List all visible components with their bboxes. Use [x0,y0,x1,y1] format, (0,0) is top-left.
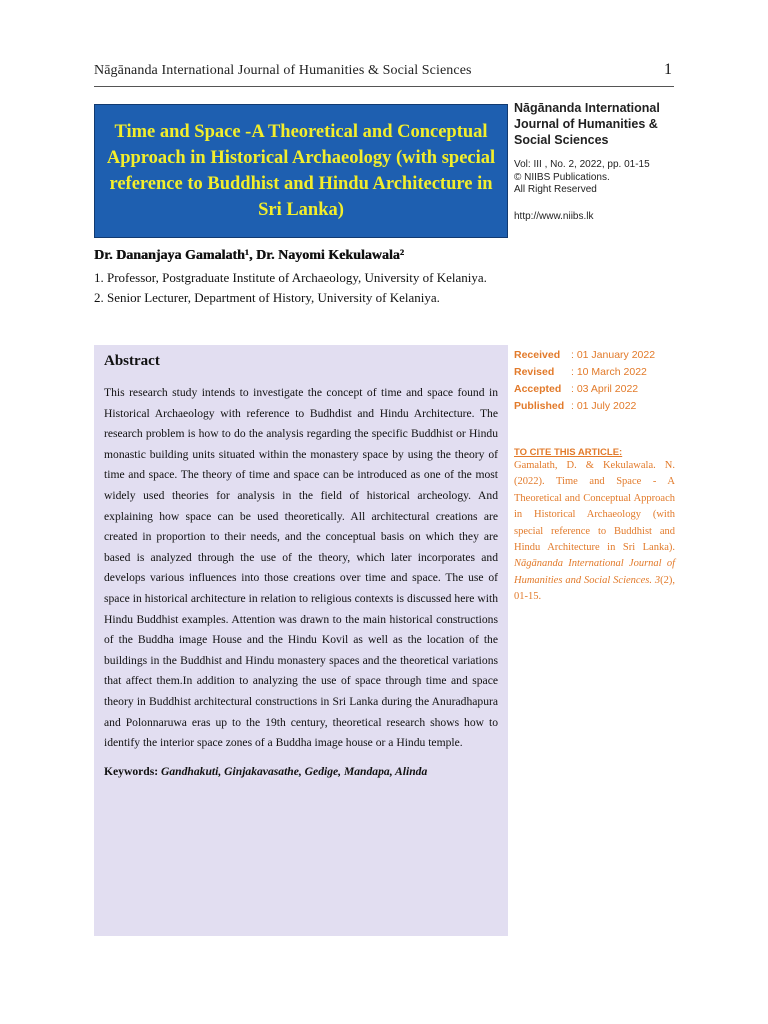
date-received [514,346,655,363]
date-label: Published [514,399,565,412]
affiliation-2: 2. Senior Lecturer, Department of History, University of Kelaniya. [94,290,440,305]
date-label: Received [514,348,561,361]
journal-copyright: © NIIBS Publications. [514,171,610,183]
running-header-journal-title: Nāgānanda International Journal of Humanities & Social Sciences [94,63,472,78]
title-box [94,104,508,238]
date-revised [514,363,655,380]
paper-title: Time and Space -A Theoretical and Conceptual Approach in Historical Archaeology (with special reference to Buddhist and Hindu Architecture in Sri Lanka) [106,122,496,220]
abstract-box [94,345,508,936]
citation-tail: (2), 01-15. [514,574,675,603]
abstract-heading: Abstract [104,353,160,369]
citation-plain: Gamalath, D. & Kekulawala. N. (2022). Time and Space - A Theoretical and Conceptual Approach in Historical Archaeology (with special reference to Buddhist and Hindu Architecture in Sri Lanka). [514,460,675,554]
journal-name: Nāgānanda International Journal of Humanities & Social Sciences [514,101,660,147]
authors: Dr. Dananjaya Gamalath¹, Dr. Nayomi Kekulawala² [94,248,404,263]
keywords-list: Gandhakuti, Ginjakavasathe, Gedige, Mandapa, Alinda [161,764,428,778]
date-value: : 03 April 2022 [571,382,639,395]
citation-heading: TO CITE THIS ARTICLE: [514,447,623,458]
journal-meta [514,159,684,197]
affiliation-1: 1. Professor, Postgraduate Institute of Archaeology, University of Kelaniya. [94,270,487,285]
header-divider [94,86,674,87]
date-value: : 01 January 2022 [571,348,656,361]
abstract-body: This research study intends to investigate the concept of time and space found in Historical Archaeology with reference to Budhdist and Hindu Architecture. The research problem is how to do the analysis regarding the specific Buddhist or Hindu monastic building units situated within the monastery space by using the theory of time and space. The theory of time and space can be introduced as one of the most widely used theories for analysis in the field of historical archeology. And explaining how space can be used theoretically. All architectural creations are created in proportion to their needs, and the conceptual basis on which they are based is analyzed through the use of the theory, which later incorporates and develops various influences into those creations over time and space. The use of space in historical architecture in relation to religious contexts is discussed here with Hindu Buddhist examples. Attention was drawn to the main historical constructions of the Buddha image House and the Hindu Kovil as well as the location of the buildings in the Buddhist and Hindu monastery spaces and the theoretical variations that affect them.In addition to analyzing the use of space through time and space theory in Buddhist architectural constructions in Sri Lanka during the Anuradhapura and Polonnaruwa eras up to the 19th century, theoretical research shows how to identify the interior space zones of a Buddha image house or a Hindu temple. [104,386,498,750]
citation-block [514,447,675,606]
citation-text [514,458,675,606]
date-value: : 01 July 2022 [571,399,637,412]
keywords-label: Keywords: [104,764,159,778]
journal-volume: Vol: III , No. 2, 2022, pp. 01-15 [514,159,650,170]
journal-rights: All Right Reserved [514,184,597,195]
page-number: 1 [664,61,672,78]
date-value: : 10 March 2022 [571,365,647,378]
publication-dates [514,346,655,414]
citation-journal: Nāgānanda International Journal of Humanities and Social Sciences. 3 [514,558,675,586]
keywords [104,765,498,778]
date-accepted [514,380,655,397]
journal-url: http://www.niibs.lk [514,210,594,222]
date-label: Accepted [514,382,562,395]
journal-info [514,100,684,222]
date-label: Revised [514,365,555,378]
date-published [514,397,655,414]
